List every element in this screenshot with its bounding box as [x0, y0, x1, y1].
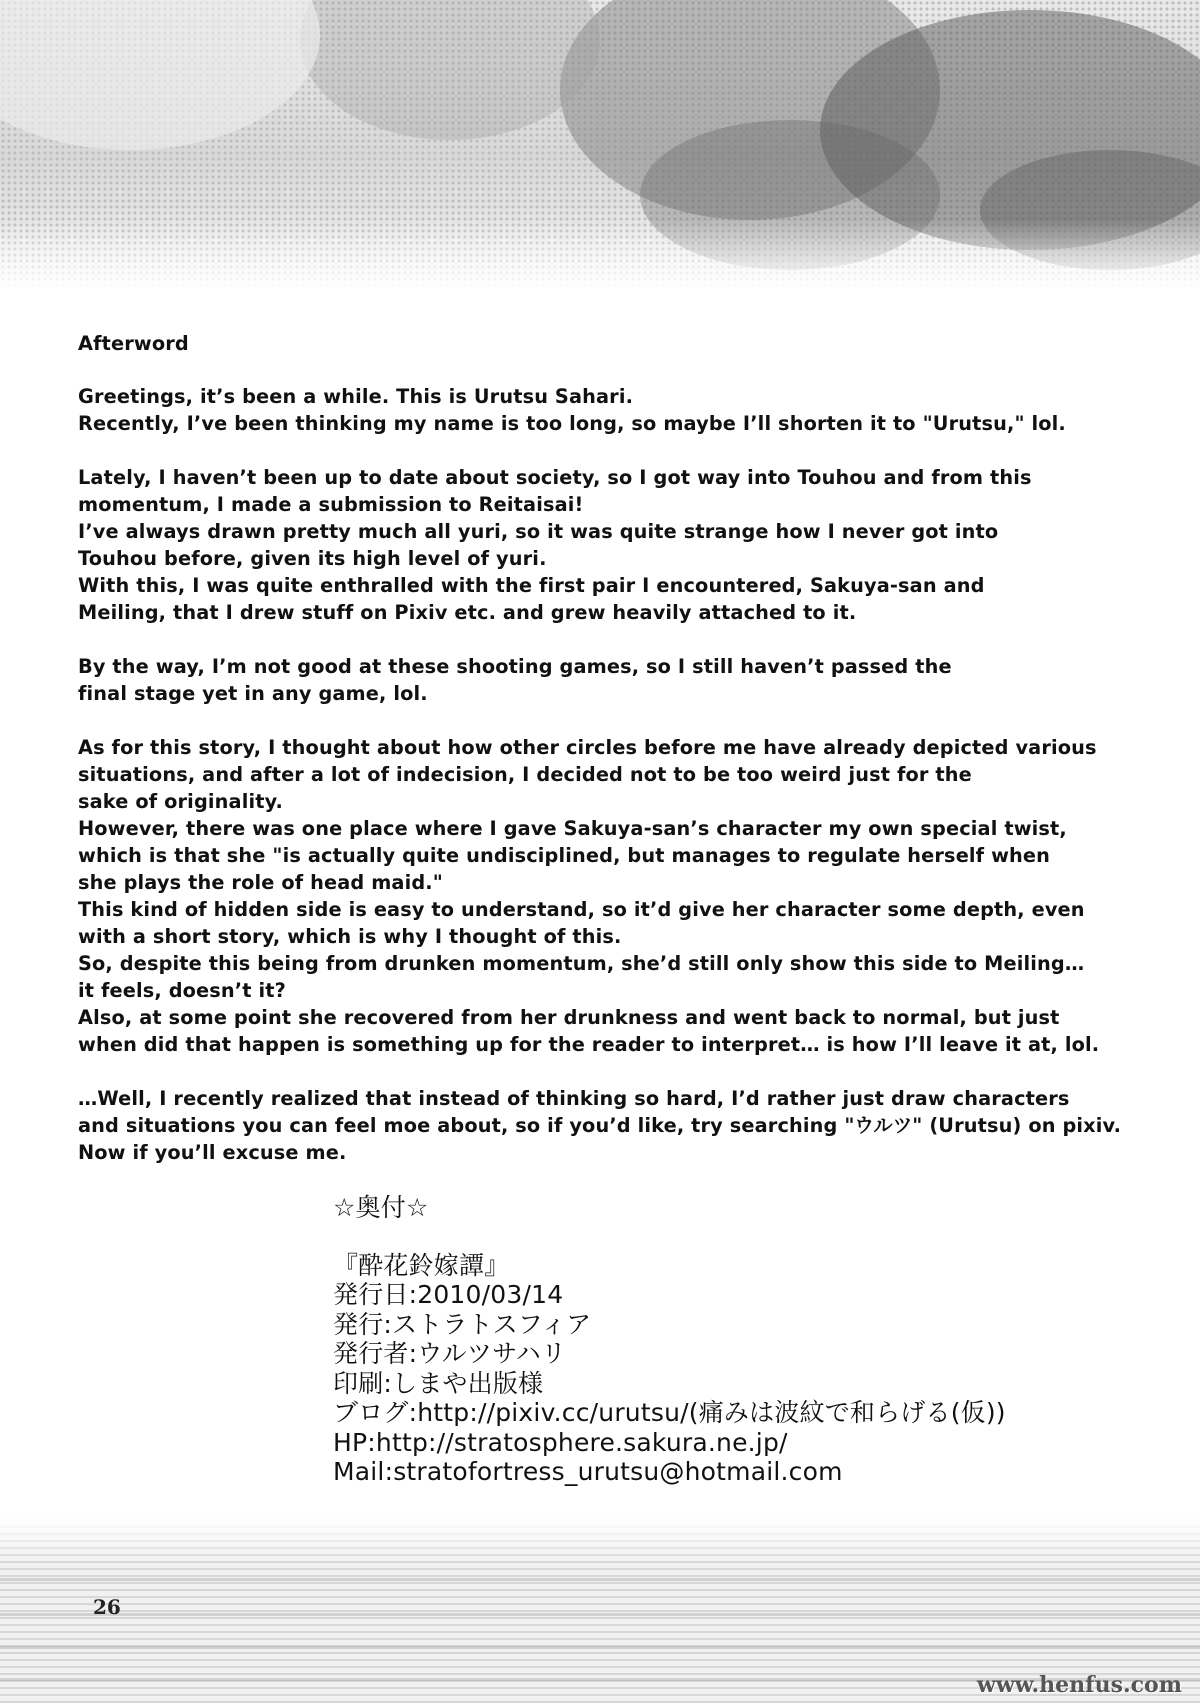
text-line: Also, at some point she recovered from her drunkness and went back to normal, but just	[78, 1006, 1060, 1029]
colophon-book-title: 『酔花鈴嫁譚』	[333, 1250, 510, 1280]
text-line: …Well, I recently realized that instead of thinking so hard, I’d rather just draw characters	[78, 1087, 1070, 1110]
text-line: However, there was one place where I gave Sakuya-san’s character my own special twist,	[78, 817, 1067, 840]
text-line: final stage yet in any game, lol.	[78, 682, 428, 705]
text-line: By the way, I’m not good at these shooting games, so I still haven’t passed the	[78, 655, 952, 678]
text-line: This kind of hidden side is easy to understand, so it’d give her character some depth, even	[78, 898, 1085, 921]
page-number: 26	[93, 1595, 121, 1619]
text-line: momentum, I made a submission to Reitaisai!	[78, 493, 584, 516]
text-line: which is that she "is actually quite undisciplined, but manages to regulate herself when	[78, 844, 1051, 867]
top-foliage-illustration	[0, 0, 1200, 290]
colophon-mail: Mail:stratofortress_urutsu@hotmail.com	[333, 1457, 843, 1486]
text-line: So, despite this being from drunken momentum, she’d still only show this side to Meiling…	[78, 952, 1085, 975]
afterword-paragraph	[78, 734, 1158, 1058]
text-line: I’ve always drawn pretty much all yuri, so it was quite strange how I never got into	[78, 520, 999, 543]
text-line: As for this story, I thought about how other circles before me have already depicted various	[78, 736, 1097, 759]
afterword-paragraph	[78, 653, 1158, 707]
text-line: situations, and after a lot of indecision, I decided not to be too weird just for the	[78, 763, 972, 786]
colophon-heading: ☆奥付☆	[333, 1193, 429, 1222]
afterword-paragraph	[78, 464, 1158, 626]
text-line: it feels, doesn’t it?	[78, 979, 286, 1002]
text-line: and situations you can feel moe about, so if you’d like, try searching "ウルツ" (Urutsu) on pixiv.	[78, 1114, 1122, 1137]
text-line: she plays the role of head maid."	[78, 871, 443, 894]
text-line: Meiling, that I drew stuff on Pixiv etc. and grew heavily attached to it.	[78, 601, 857, 624]
text-line: With this, I was quite enthralled with the first pair I encountered, Sakuya-san and	[78, 574, 985, 597]
afterword-paragraph	[78, 1085, 1158, 1166]
colophon	[333, 1193, 1163, 1487]
text-line: Greetings, it’s been a while. This is Urutsu Sahari.	[78, 385, 634, 408]
text-line: when did that happen is something up for the reader to interpret… is how I’ll leave it at, lol.	[78, 1033, 1100, 1056]
text-line: Recently, I’ve been thinking my name is too long, so maybe I’ll shorten it to "Urutsu," lol.	[78, 412, 1066, 435]
colophon-issuer: 発行者:ウルツサハリ	[333, 1339, 567, 1368]
text-line: with a short story, which is why I thought of this.	[78, 925, 622, 948]
text-line: sake of originality.	[78, 790, 284, 813]
colophon-publisher: 発行:ストラトスフィア	[333, 1309, 592, 1339]
afterword-title: Afterword	[78, 332, 189, 355]
colophon-printer: 印刷:しまや出版様	[333, 1368, 544, 1398]
afterword-paragraph	[78, 383, 1158, 437]
colophon-publish-date: 発行日:2010/03/14	[333, 1280, 564, 1309]
colophon-blog: ブログ:http://pixiv.cc/urutsu/(痛みは波紋で和らげる(仮))	[333, 1398, 1006, 1427]
watermark: www.henfus.com	[976, 1672, 1182, 1698]
colophon-homepage: HP:http://stratosphere.sakura.ne.jp/	[333, 1427, 788, 1457]
text-line: Touhou before, given its high level of yuri.	[78, 547, 547, 570]
text-line: Now if you’ll excuse me.	[78, 1141, 347, 1164]
text-line: Lately, I haven’t been up to date about society, so I got way into Touhou and from this	[78, 466, 1032, 489]
afterword-section	[78, 330, 1158, 1193]
